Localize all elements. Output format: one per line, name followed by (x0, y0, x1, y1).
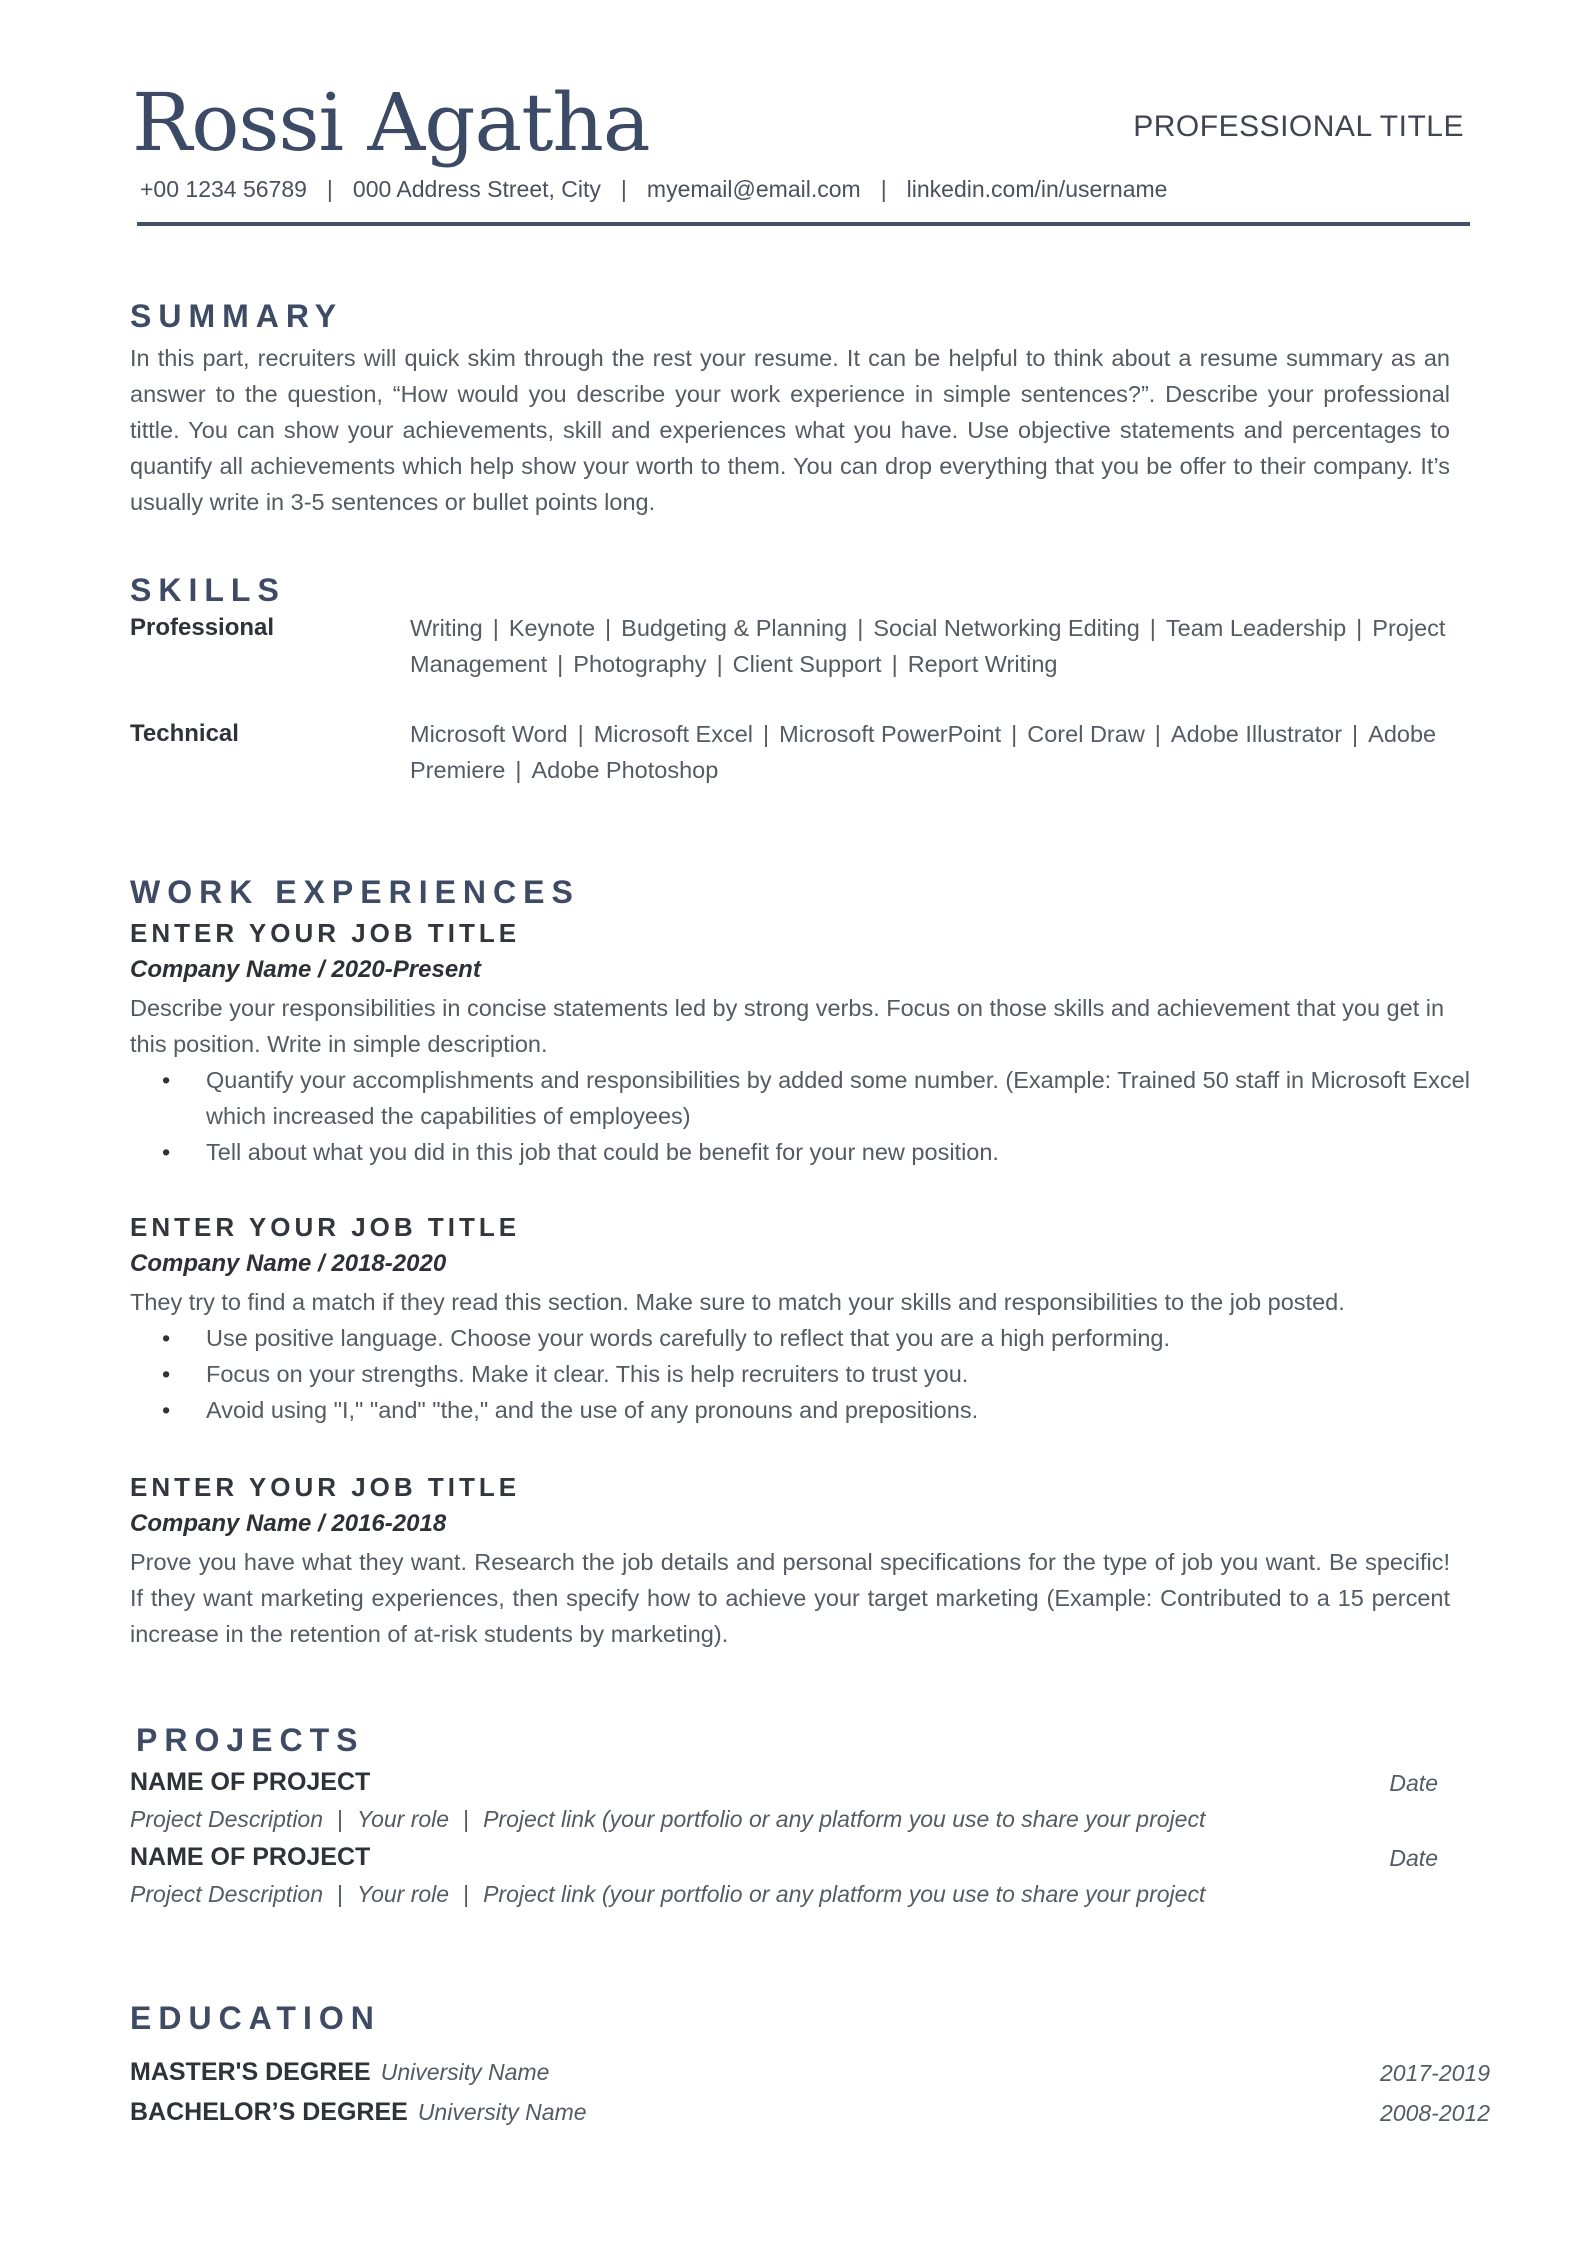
project-date: Date (1389, 1770, 1438, 1796)
contact-line (140, 176, 1167, 203)
university-name: University Name (417, 2099, 587, 2125)
skill-group-label: Professional (130, 614, 275, 641)
work-heading: WORK EXPERIENCES (130, 874, 580, 910)
skill-item: Microsoft PowerPoint (779, 721, 1002, 747)
skill-item: Adobe Illustrator (1170, 721, 1343, 747)
contact-separator: | (620, 176, 627, 202)
education-entry (130, 2058, 549, 2087)
skill-item: Corel Draw (1027, 721, 1145, 747)
skill-item: Microsoft Word (410, 721, 568, 747)
degree-name: BACHELOR’S DEGREE (130, 2098, 408, 2126)
candidate-name: Rossi Agatha (132, 76, 650, 169)
project-name: NAME OF PROJECT (130, 1768, 371, 1796)
project-link: Project link (your portfolio or any platform you use to share your project (483, 1881, 1206, 1907)
skill-item: Client Support (732, 651, 882, 677)
job-description: Describe your responsibilities in concise statements led by strong verbs. Focus on those skills and achievement that you get in this position. Write in simple description. (130, 995, 1445, 1057)
project-date: Date (1389, 1845, 1438, 1871)
job-bullets (130, 1062, 1526, 1170)
project-details: Project Description | Your role | Project link (your portfolio or any platform you use to share your project (130, 1806, 1206, 1832)
skill-item: Adobe Photoshop (531, 757, 719, 783)
skill-list-technical: Microsoft Word | Microsoft Excel | Microsoft PowerPoint | Corel Draw | Adobe Illustrator | Adobe Premiere | Adobe Photoshop (410, 721, 1437, 783)
project-role: Your role (357, 1806, 450, 1832)
skill-item: Report Writing (907, 651, 1058, 677)
job-company: Company Name / 2020-Present (130, 956, 481, 983)
job-bullet: • Focus on your strengths. Make it clear. This is help recruiters to trust you. (206, 1356, 1526, 1392)
job-bullet: • Quantify your accomplishments and responsibilities by added some number. (Example: Trained 50 staff in Microsoft Excel which increased the capabilities of employees) (206, 1062, 1526, 1134)
skill-item: Budgeting & Planning (621, 615, 848, 641)
job-description: Prove you have what they want. Research the job details and personal specifications for the type of job you want. Be specific! If they want marketing experiences, then specify how to achieve your target marketing (Example: Contributed to a 15 percent increase in the retention of at-risk students by marketing). (130, 1549, 1450, 1647)
job-bullet: • Use positive language. Choose your words carefully to reflect that you are a high performing. (206, 1320, 1526, 1356)
degree-name: MASTER'S DEGREE (130, 2058, 371, 2086)
header-divider (137, 222, 1470, 226)
education-heading: EDUCATION (130, 2000, 381, 2036)
contact-separator: | (880, 176, 887, 202)
contact-separator: | (326, 176, 333, 202)
job-title: ENTER YOUR JOB TITLE (130, 1212, 521, 1242)
skills-heading: SKILLS (130, 572, 286, 608)
projects-heading: PROJECTS (136, 1722, 365, 1758)
education-entry (130, 2098, 587, 2127)
project-name: NAME OF PROJECT (130, 1843, 371, 1871)
skill-item: Social Networking Editing (873, 615, 1140, 641)
skill-item: Team Leadership (1165, 615, 1347, 641)
job-company: Company Name / 2018-2020 (130, 1250, 447, 1277)
job-bullets (130, 1320, 1526, 1428)
skill-item: Adobe Premiere (410, 721, 1437, 783)
skill-item: Keynote (508, 615, 596, 641)
skill-list-professional: Writing | Keynote | Budgeting & Planning | Social Networking Editing | Team Leadership | Project Management | Photography | Client Support | Report Writing (410, 615, 1446, 677)
job-description: They try to find a match if they read this section. Make sure to match your skills and responsibilities to the job posted. (130, 1289, 1345, 1315)
contact-email: myemail@email.com (646, 176, 861, 202)
professional-title: PROFESSIONAL TITLE (1133, 110, 1464, 143)
job-title: ENTER YOUR JOB TITLE (130, 1472, 521, 1502)
job-company: Company Name / 2016-2018 (130, 1510, 447, 1537)
summary-heading: SUMMARY (130, 298, 344, 334)
project-description: Project Description (130, 1806, 324, 1832)
contact-phone: +00 1234 56789 (140, 176, 307, 202)
job-bullet: • Avoid using "I," "and" "the," and the use of any pronouns and prepositions. (206, 1392, 1526, 1428)
project-details: Project Description | Your role | Project link (your portfolio or any platform you use to share your project (130, 1881, 1206, 1907)
university-name: University Name (380, 2059, 550, 2085)
summary-text: In this part, recruiters will quick skim through the rest your resume. It can be helpful to think about a resume summary as an answer to the question, “How would you describe your work experience in simple sentences?”. Describe your professional tittle. You can show your achievements, skill and experiences what you have. Use objective statements and percentages to quantify all achievements which help show your worth to them. You can drop everything that you be offer to their company. It’s usually write in 3-5 sentences or bullet points long. (130, 345, 1450, 515)
skill-item: Photography (573, 651, 707, 677)
project-description: Project Description (130, 1881, 324, 1907)
job-bullet: • Tell about what you did in this job that could be benefit for your new position. (206, 1134, 1526, 1170)
education-years: 2008-2012 (1380, 2100, 1490, 2126)
contact-linkedin: linkedin.com/in/username (906, 176, 1168, 202)
job-title: ENTER YOUR JOB TITLE (130, 918, 521, 948)
contact-address: 000 Address Street, City (352, 176, 601, 202)
skill-item: Microsoft Excel (593, 721, 754, 747)
skill-item: Project Management (410, 615, 1446, 677)
project-link: Project link (your portfolio or any platform you use to share your project (483, 1806, 1206, 1832)
project-role: Your role (357, 1881, 450, 1907)
skill-group-label: Technical (130, 720, 239, 747)
skill-item: Writing (410, 615, 483, 641)
education-years: 2017-2019 (1380, 2060, 1490, 2086)
